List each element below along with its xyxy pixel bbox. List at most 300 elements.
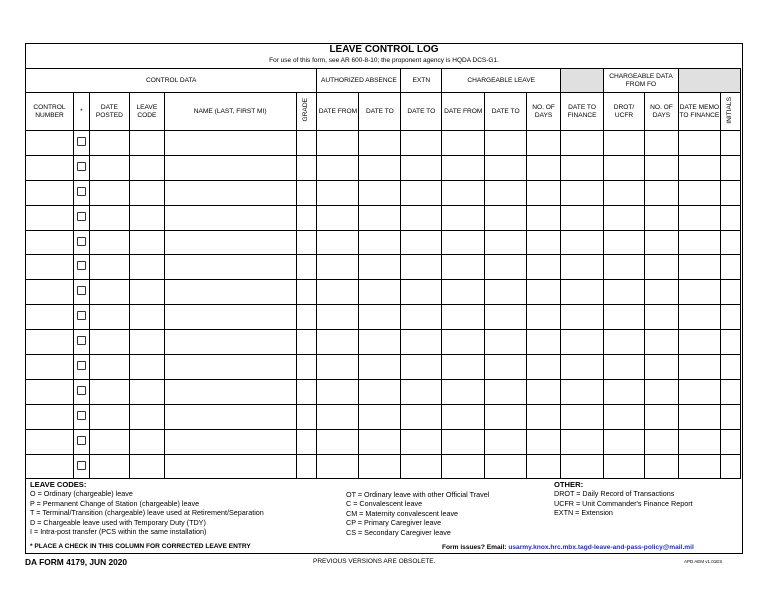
entry-cell[interactable]: [26, 205, 74, 230]
entry-cell[interactable]: [720, 404, 740, 429]
entry-cell[interactable]: [678, 155, 720, 180]
entry-cell[interactable]: [401, 255, 442, 280]
entry-cell[interactable]: [644, 205, 678, 230]
correction-checkbox[interactable]: [77, 386, 86, 395]
correction-cell[interactable]: [73, 454, 89, 479]
correction-cell[interactable]: [73, 429, 89, 454]
table-row: [26, 379, 741, 404]
entry-cell[interactable]: [442, 131, 485, 156]
entry-cell[interactable]: [164, 305, 296, 330]
entry-cell[interactable]: [26, 180, 74, 205]
entry-cell[interactable]: [359, 454, 401, 479]
entry-cell[interactable]: [442, 180, 485, 205]
leave-log-table: [25, 68, 741, 479]
entry-cell[interactable]: [164, 230, 296, 255]
entry-cell[interactable]: [678, 429, 720, 454]
correction-cell[interactable]: [73, 305, 89, 330]
col-charge-date-from: DATE FROM: [442, 93, 485, 131]
correction-checkbox[interactable]: [77, 187, 86, 196]
entry-cell[interactable]: [604, 230, 645, 255]
entry-cell[interactable]: [527, 180, 561, 205]
form-id: DA FORM 4179, JUN 2020: [25, 557, 128, 567]
entry-cell[interactable]: [527, 404, 561, 429]
entry-cell[interactable]: [317, 454, 359, 479]
entry-cell[interactable]: [485, 205, 527, 230]
entry-cell[interactable]: [164, 255, 296, 280]
legend-heading: LEAVE CODES:: [30, 480, 87, 489]
entry-cell[interactable]: [129, 155, 164, 180]
correction-checkbox[interactable]: [77, 336, 86, 345]
entry-cell[interactable]: [644, 255, 678, 280]
entry-cell[interactable]: [644, 454, 678, 479]
entry-cell[interactable]: [442, 230, 485, 255]
entry-cell[interactable]: [442, 330, 485, 355]
entry-cell[interactable]: [401, 355, 442, 380]
entry-cell[interactable]: [561, 379, 604, 404]
column-header-row: [26, 93, 741, 131]
entry-cell[interactable]: [359, 230, 401, 255]
entry-cell[interactable]: [359, 379, 401, 404]
entry-cell[interactable]: [89, 180, 129, 205]
entry-cell[interactable]: [678, 379, 720, 404]
entry-cell[interactable]: [720, 280, 740, 305]
entry-cell[interactable]: [442, 155, 485, 180]
entry-cell[interactable]: [296, 280, 317, 305]
correction-cell[interactable]: [73, 280, 89, 305]
entry-cell[interactable]: [644, 404, 678, 429]
entry-cell[interactable]: [164, 355, 296, 380]
entry-cell[interactable]: [644, 155, 678, 180]
entry-cell[interactable]: [129, 205, 164, 230]
correction-cell[interactable]: [73, 379, 89, 404]
col-date-memo: DATE MEMO TO FINANCE: [678, 93, 720, 131]
entry-cell[interactable]: [720, 131, 740, 156]
entry-cell[interactable]: [401, 280, 442, 305]
entry-cell[interactable]: [644, 379, 678, 404]
entry-cell[interactable]: [527, 230, 561, 255]
entry-cell[interactable]: [26, 131, 74, 156]
form-title: LEAVE CONTROL LOG: [329, 44, 439, 55]
entry-cell[interactable]: [678, 280, 720, 305]
entry-cell[interactable]: [129, 180, 164, 205]
entry-cell[interactable]: [678, 255, 720, 280]
entry-cell[interactable]: [720, 355, 740, 380]
entry-cell[interactable]: [527, 305, 561, 330]
entry-cell[interactable]: [89, 305, 129, 330]
entry-cell[interactable]: [317, 305, 359, 330]
entry-cell[interactable]: [401, 454, 442, 479]
email-label: Form issues? Email:: [442, 544, 509, 551]
entry-cell[interactable]: [485, 155, 527, 180]
entry-cell[interactable]: [678, 454, 720, 479]
entry-cell[interactable]: [317, 379, 359, 404]
entry-cell[interactable]: [317, 404, 359, 429]
col-fo-no-of-days: NO. OF DAYS: [644, 93, 678, 131]
correction-checkbox[interactable]: [77, 311, 86, 320]
entry-cell[interactable]: [561, 305, 604, 330]
entry-cell[interactable]: [720, 454, 740, 479]
entry-cell[interactable]: [561, 280, 604, 305]
entry-cell[interactable]: [401, 429, 442, 454]
entry-cell[interactable]: [442, 429, 485, 454]
entry-cell[interactable]: [604, 305, 645, 330]
entry-cell[interactable]: [527, 280, 561, 305]
entry-cell[interactable]: [485, 180, 527, 205]
correction-cell[interactable]: [73, 131, 89, 156]
legend-codes-mid: [346, 490, 489, 537]
version-label: APD AEM v1.01ES: [684, 559, 723, 564]
entry-cell[interactable]: [317, 280, 359, 305]
table-row: [26, 305, 741, 330]
entry-cell[interactable]: [129, 255, 164, 280]
email-line: [442, 543, 694, 552]
correction-checkbox[interactable]: [77, 212, 86, 221]
legend-other-item: DROT = Daily Record of Transactions: [554, 489, 675, 499]
entry-cell[interactable]: [89, 255, 129, 280]
entry-cell[interactable]: [604, 180, 645, 205]
entry-cell[interactable]: [604, 155, 645, 180]
entry-cell[interactable]: [485, 429, 527, 454]
entry-cell[interactable]: [485, 305, 527, 330]
entry-cell[interactable]: [89, 155, 129, 180]
entry-cell[interactable]: [359, 280, 401, 305]
entry-cell[interactable]: [401, 404, 442, 429]
entry-cell[interactable]: [89, 355, 129, 380]
table-row: [26, 429, 741, 454]
entry-cell[interactable]: [527, 454, 561, 479]
entry-cell[interactable]: [26, 404, 74, 429]
entry-cell[interactable]: [296, 454, 317, 479]
entry-cell[interactable]: [164, 379, 296, 404]
entry-cell[interactable]: [317, 355, 359, 380]
entry-cell[interactable]: [359, 131, 401, 156]
entry-cell[interactable]: [527, 131, 561, 156]
entry-cell[interactable]: [89, 330, 129, 355]
entry-cell[interactable]: [129, 355, 164, 380]
entry-cell[interactable]: [296, 355, 317, 380]
entry-cell[interactable]: [129, 330, 164, 355]
entry-cell[interactable]: [485, 255, 527, 280]
entry-cell[interactable]: [561, 180, 604, 205]
entry-cell[interactable]: [89, 404, 129, 429]
entry-cell[interactable]: [678, 355, 720, 380]
entry-cell[interactable]: [442, 379, 485, 404]
entry-cell[interactable]: [644, 429, 678, 454]
entry-cell[interactable]: [485, 379, 527, 404]
correction-cell[interactable]: [73, 330, 89, 355]
entry-cell[interactable]: [359, 155, 401, 180]
entry-cell[interactable]: [401, 379, 442, 404]
entry-cell[interactable]: [527, 205, 561, 230]
entry-cell[interactable]: [26, 454, 74, 479]
entry-cell[interactable]: [527, 355, 561, 380]
entry-cell[interactable]: [527, 255, 561, 280]
group-chargeable-data: CHARGEABLE DATA FROM FO: [604, 69, 679, 93]
entry-cell[interactable]: [604, 429, 645, 454]
entry-cell[interactable]: [317, 180, 359, 205]
col-date-posted: DATE POSTED: [89, 93, 129, 131]
group-extn: EXTN: [401, 69, 442, 93]
table-row: [26, 131, 741, 156]
entry-cell[interactable]: [604, 280, 645, 305]
entry-cell[interactable]: [129, 454, 164, 479]
correction-checkbox[interactable]: [77, 137, 86, 146]
entry-cell[interactable]: [317, 131, 359, 156]
entry-cell[interactable]: [296, 255, 317, 280]
group-shaded-cell-right: [678, 69, 740, 93]
entry-cell[interactable]: [644, 330, 678, 355]
entry-cell[interactable]: [89, 454, 129, 479]
entry-cell[interactable]: [164, 404, 296, 429]
entry-cell[interactable]: [26, 355, 74, 380]
entry-cell[interactable]: [442, 280, 485, 305]
entry-cell[interactable]: [561, 131, 604, 156]
entry-cell[interactable]: [296, 131, 317, 156]
entry-cell[interactable]: [164, 280, 296, 305]
entry-cell[interactable]: [359, 355, 401, 380]
entry-cell[interactable]: [26, 429, 74, 454]
entry-cell[interactable]: [317, 205, 359, 230]
entry-cell[interactable]: [129, 280, 164, 305]
entry-cell[interactable]: [485, 280, 527, 305]
entry-cell[interactable]: [89, 205, 129, 230]
col-name: NAME (LAST, FIRST MI): [164, 93, 296, 131]
correction-checkbox[interactable]: [77, 237, 86, 246]
entry-cell[interactable]: [604, 330, 645, 355]
col-charge-date-to: DATE TO: [485, 93, 527, 131]
entry-cell[interactable]: [359, 180, 401, 205]
entry-cell[interactable]: [678, 230, 720, 255]
entry-cell[interactable]: [26, 255, 74, 280]
entry-cell[interactable]: [359, 255, 401, 280]
entry-cell[interactable]: [359, 404, 401, 429]
entry-cell[interactable]: [485, 230, 527, 255]
entry-cell[interactable]: [89, 280, 129, 305]
entry-cell[interactable]: [442, 404, 485, 429]
entry-cell[interactable]: [442, 205, 485, 230]
entry-cell[interactable]: [720, 205, 740, 230]
correction-cell[interactable]: [73, 180, 89, 205]
entry-cell[interactable]: [485, 404, 527, 429]
entry-cell[interactable]: [485, 454, 527, 479]
entry-cell[interactable]: [296, 155, 317, 180]
entry-cell[interactable]: [296, 305, 317, 330]
entry-cell[interactable]: [164, 131, 296, 156]
entry-cell[interactable]: [678, 330, 720, 355]
entry-cell[interactable]: [317, 230, 359, 255]
col-extn-date-to: DATE TO: [401, 93, 442, 131]
entry-cell[interactable]: [296, 230, 317, 255]
entry-cell[interactable]: [401, 131, 442, 156]
entry-cell[interactable]: [678, 305, 720, 330]
entry-cell[interactable]: [561, 429, 604, 454]
entry-cell[interactable]: [678, 205, 720, 230]
entry-cell[interactable]: [561, 355, 604, 380]
col-leave-code: LEAVE CODE: [129, 93, 164, 131]
entry-cell[interactable]: [26, 379, 74, 404]
col-auth-date-from: DATE FROM: [317, 93, 359, 131]
correction-checkbox[interactable]: [77, 162, 86, 171]
entry-cell[interactable]: [26, 230, 74, 255]
legend-other-item: UCFR = Unit Commander's Finance Report: [554, 498, 693, 508]
entry-cell[interactable]: [644, 305, 678, 330]
entry-cell[interactable]: [720, 330, 740, 355]
entry-cell[interactable]: [604, 355, 645, 380]
group-control-data: CONTROL DATA: [26, 69, 317, 93]
entry-cell[interactable]: [129, 429, 164, 454]
entry-cell[interactable]: [442, 355, 485, 380]
entry-cell[interactable]: [604, 205, 645, 230]
correction-checkbox[interactable]: [77, 461, 86, 470]
entry-cell[interactable]: [26, 330, 74, 355]
correction-cell[interactable]: [73, 355, 89, 380]
entry-cell[interactable]: [26, 280, 74, 305]
correction-cell[interactable]: [73, 255, 89, 280]
table-row: [26, 155, 741, 180]
entry-cell[interactable]: [442, 255, 485, 280]
entry-cell[interactable]: [720, 180, 740, 205]
entry-cell[interactable]: [644, 355, 678, 380]
entry-cell[interactable]: [527, 379, 561, 404]
entry-cell[interactable]: [89, 429, 129, 454]
entry-cell[interactable]: [401, 205, 442, 230]
correction-checkbox[interactable]: [77, 261, 86, 270]
entry-cell[interactable]: [359, 330, 401, 355]
correction-cell[interactable]: [73, 230, 89, 255]
entry-cell[interactable]: [359, 205, 401, 230]
col-auth-date-to: DATE TO: [359, 93, 401, 131]
entry-cell[interactable]: [561, 155, 604, 180]
email-link[interactable]: usarmy.knox.hrc.mbx.tagd-leave-and-pass-policy@mail.mil: [508, 544, 694, 551]
col-date-to-finance: DATE TO FINANCE: [561, 93, 604, 131]
entry-cell[interactable]: [296, 429, 317, 454]
legend-code-item: O = Ordinary (chargeable) leave: [30, 489, 133, 499]
correction-cell[interactable]: [73, 404, 89, 429]
col-drot-ucfr: DROT/ UCFR: [604, 93, 645, 131]
correction-cell[interactable]: [73, 205, 89, 230]
entry-cell[interactable]: [644, 280, 678, 305]
entry-cell[interactable]: [164, 155, 296, 180]
entry-cell[interactable]: [561, 404, 604, 429]
entry-cell[interactable]: [604, 379, 645, 404]
entry-cell[interactable]: [296, 379, 317, 404]
entry-cell[interactable]: [164, 429, 296, 454]
correction-checkbox[interactable]: [77, 436, 86, 445]
entry-cell[interactable]: [678, 404, 720, 429]
entry-cell[interactable]: [401, 305, 442, 330]
obsolete-notice: PREVIOUS VERSIONS ARE OBSOLETE.: [313, 558, 436, 565]
entry-cell[interactable]: [26, 155, 74, 180]
group-chargeable-leave: CHARGEABLE LEAVE: [442, 69, 561, 93]
entry-cell[interactable]: [720, 305, 740, 330]
entry-cell[interactable]: [401, 180, 442, 205]
entry-cell[interactable]: [485, 355, 527, 380]
entry-cell[interactable]: [129, 379, 164, 404]
correction-checkbox[interactable]: [77, 286, 86, 295]
correction-cell[interactable]: [73, 155, 89, 180]
entry-cell[interactable]: [26, 305, 74, 330]
table-row: [26, 180, 741, 205]
legend-code-item: I = Intra-post transfer (PCS within the same installation): [30, 527, 207, 537]
entry-cell[interactable]: [527, 429, 561, 454]
table-row: [26, 355, 741, 380]
entry-cell[interactable]: [442, 305, 485, 330]
entry-cell[interactable]: [317, 155, 359, 180]
entry-cell[interactable]: [720, 379, 740, 404]
entry-cell[interactable]: [401, 330, 442, 355]
entry-cell[interactable]: [359, 305, 401, 330]
entry-cell[interactable]: [129, 230, 164, 255]
correction-checkbox[interactable]: [77, 411, 86, 420]
group-shaded-cell: [561, 69, 604, 93]
entry-cell[interactable]: [561, 330, 604, 355]
entry-cell[interactable]: [561, 230, 604, 255]
entry-cell[interactable]: [485, 330, 527, 355]
leave-control-log-form: [25, 43, 743, 554]
entry-cell[interactable]: [604, 454, 645, 479]
entry-cell[interactable]: [296, 180, 317, 205]
entry-cell[interactable]: [561, 454, 604, 479]
correction-checkbox[interactable]: [77, 361, 86, 370]
entry-cell[interactable]: [296, 330, 317, 355]
entry-cell[interactable]: [164, 454, 296, 479]
entry-cell[interactable]: [561, 255, 604, 280]
entry-cell[interactable]: [317, 429, 359, 454]
entry-cell[interactable]: [129, 131, 164, 156]
legend: [26, 477, 742, 555]
table-row: [26, 280, 741, 305]
entry-cell[interactable]: [296, 205, 317, 230]
entry-cell[interactable]: [644, 230, 678, 255]
entry-cell[interactable]: [164, 205, 296, 230]
entry-cell[interactable]: [401, 155, 442, 180]
entry-cell[interactable]: [317, 255, 359, 280]
entry-cell[interactable]: [604, 255, 645, 280]
entry-cell[interactable]: [678, 180, 720, 205]
entry-cell[interactable]: [720, 155, 740, 180]
entry-cell[interactable]: [442, 454, 485, 479]
legend-code-item: CM = Maternity convalescent leave: [346, 508, 459, 518]
entry-cell[interactable]: [317, 330, 359, 355]
entry-cell[interactable]: [401, 230, 442, 255]
entry-cell[interactable]: [527, 330, 561, 355]
entry-cell[interactable]: [644, 180, 678, 205]
entry-cell[interactable]: [129, 305, 164, 330]
table-row: [26, 205, 741, 230]
entry-cell[interactable]: [720, 230, 740, 255]
col-initials: [720, 93, 740, 131]
entry-cell[interactable]: [359, 429, 401, 454]
entry-cell[interactable]: [485, 131, 527, 156]
entry-cell[interactable]: [561, 205, 604, 230]
entry-cell[interactable]: [604, 404, 645, 429]
entry-cell[interactable]: [720, 429, 740, 454]
entry-cell[interactable]: [164, 180, 296, 205]
entry-cell[interactable]: [89, 379, 129, 404]
entry-cell[interactable]: [89, 230, 129, 255]
entry-cell[interactable]: [644, 131, 678, 156]
group-header-row: [26, 69, 741, 93]
legend-other-heading: OTHER:: [554, 480, 584, 489]
entry-cell[interactable]: [720, 255, 740, 280]
entry-cell[interactable]: [527, 155, 561, 180]
entry-cell[interactable]: [678, 131, 720, 156]
entry-cell[interactable]: [129, 404, 164, 429]
entry-cell[interactable]: [604, 131, 645, 156]
entry-cell[interactable]: [164, 330, 296, 355]
entry-cell[interactable]: [89, 131, 129, 156]
entry-cell[interactable]: [296, 404, 317, 429]
